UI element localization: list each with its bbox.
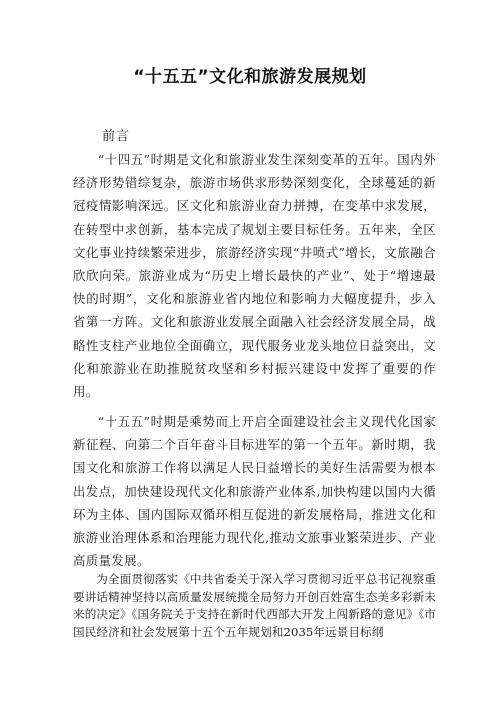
body-paragraph: “十四五”时期是文化和旅游业发生深刻变革的五年。国内外经济形势错综复杂，旅游市场供求形势深刻变化，全球蔓延的新冠疫情影响深远。区文化和旅游业奋力拼搏，在变革中求发展，在转型中求创新，基本完成了规划主要目标任务。五年来，全区文化事业持续繁荣进步，旅游经济实现“井喷式”增长，文旅融合欣欣向荣。旅游业成为“历史上增长最快的产业”、处于“增速最快的时期”，文化和旅游业省内地位和影响力大幅度提升，步入省第一方阵。文化和旅游业发展全面融入社会经济发展全局，战略性支柱产业地位全面确立，现代服务业龙头地位日益突出，文化和旅游业在助推脱贫攻坚和乡村振兴建设中发挥了重要的作用。 <box>73 152 436 400</box>
body-paragraph: 为全面贯彻落实《中共省委关于深入学习贯彻习近平总书记视察重要讲话精神坚持以高质量发展统揽全局努力开创百姓富生态美多彩新未来的决定》《国务院关于支持在新时代西部大开发上闯新路的意见》《市国民经济和社会发展第十五个五年规划和2035年远景目标纲 <box>73 572 436 639</box>
document-title: “十五五”文化和旅游发展规划 <box>133 67 367 87</box>
body-paragraph: “十五五”时期是乘势而上开启全面建设社会主义现代化国家新征程、向第二个百年奋斗目标进军的第一个五年。新时期，我国文化和旅游工作将以满足人民日益增长的美好生活需要为根本出发点，加快建设现代文化和旅游产业体系,加快构建以国内大循环为主体、国内国际双循环相互促进的新发展格局，推进文化和旅游业治理体系和治理能力现代化,推动文旅事业繁荣进步、产业高质量发展。 <box>73 414 436 569</box>
section-heading: 前言 <box>102 129 131 144</box>
